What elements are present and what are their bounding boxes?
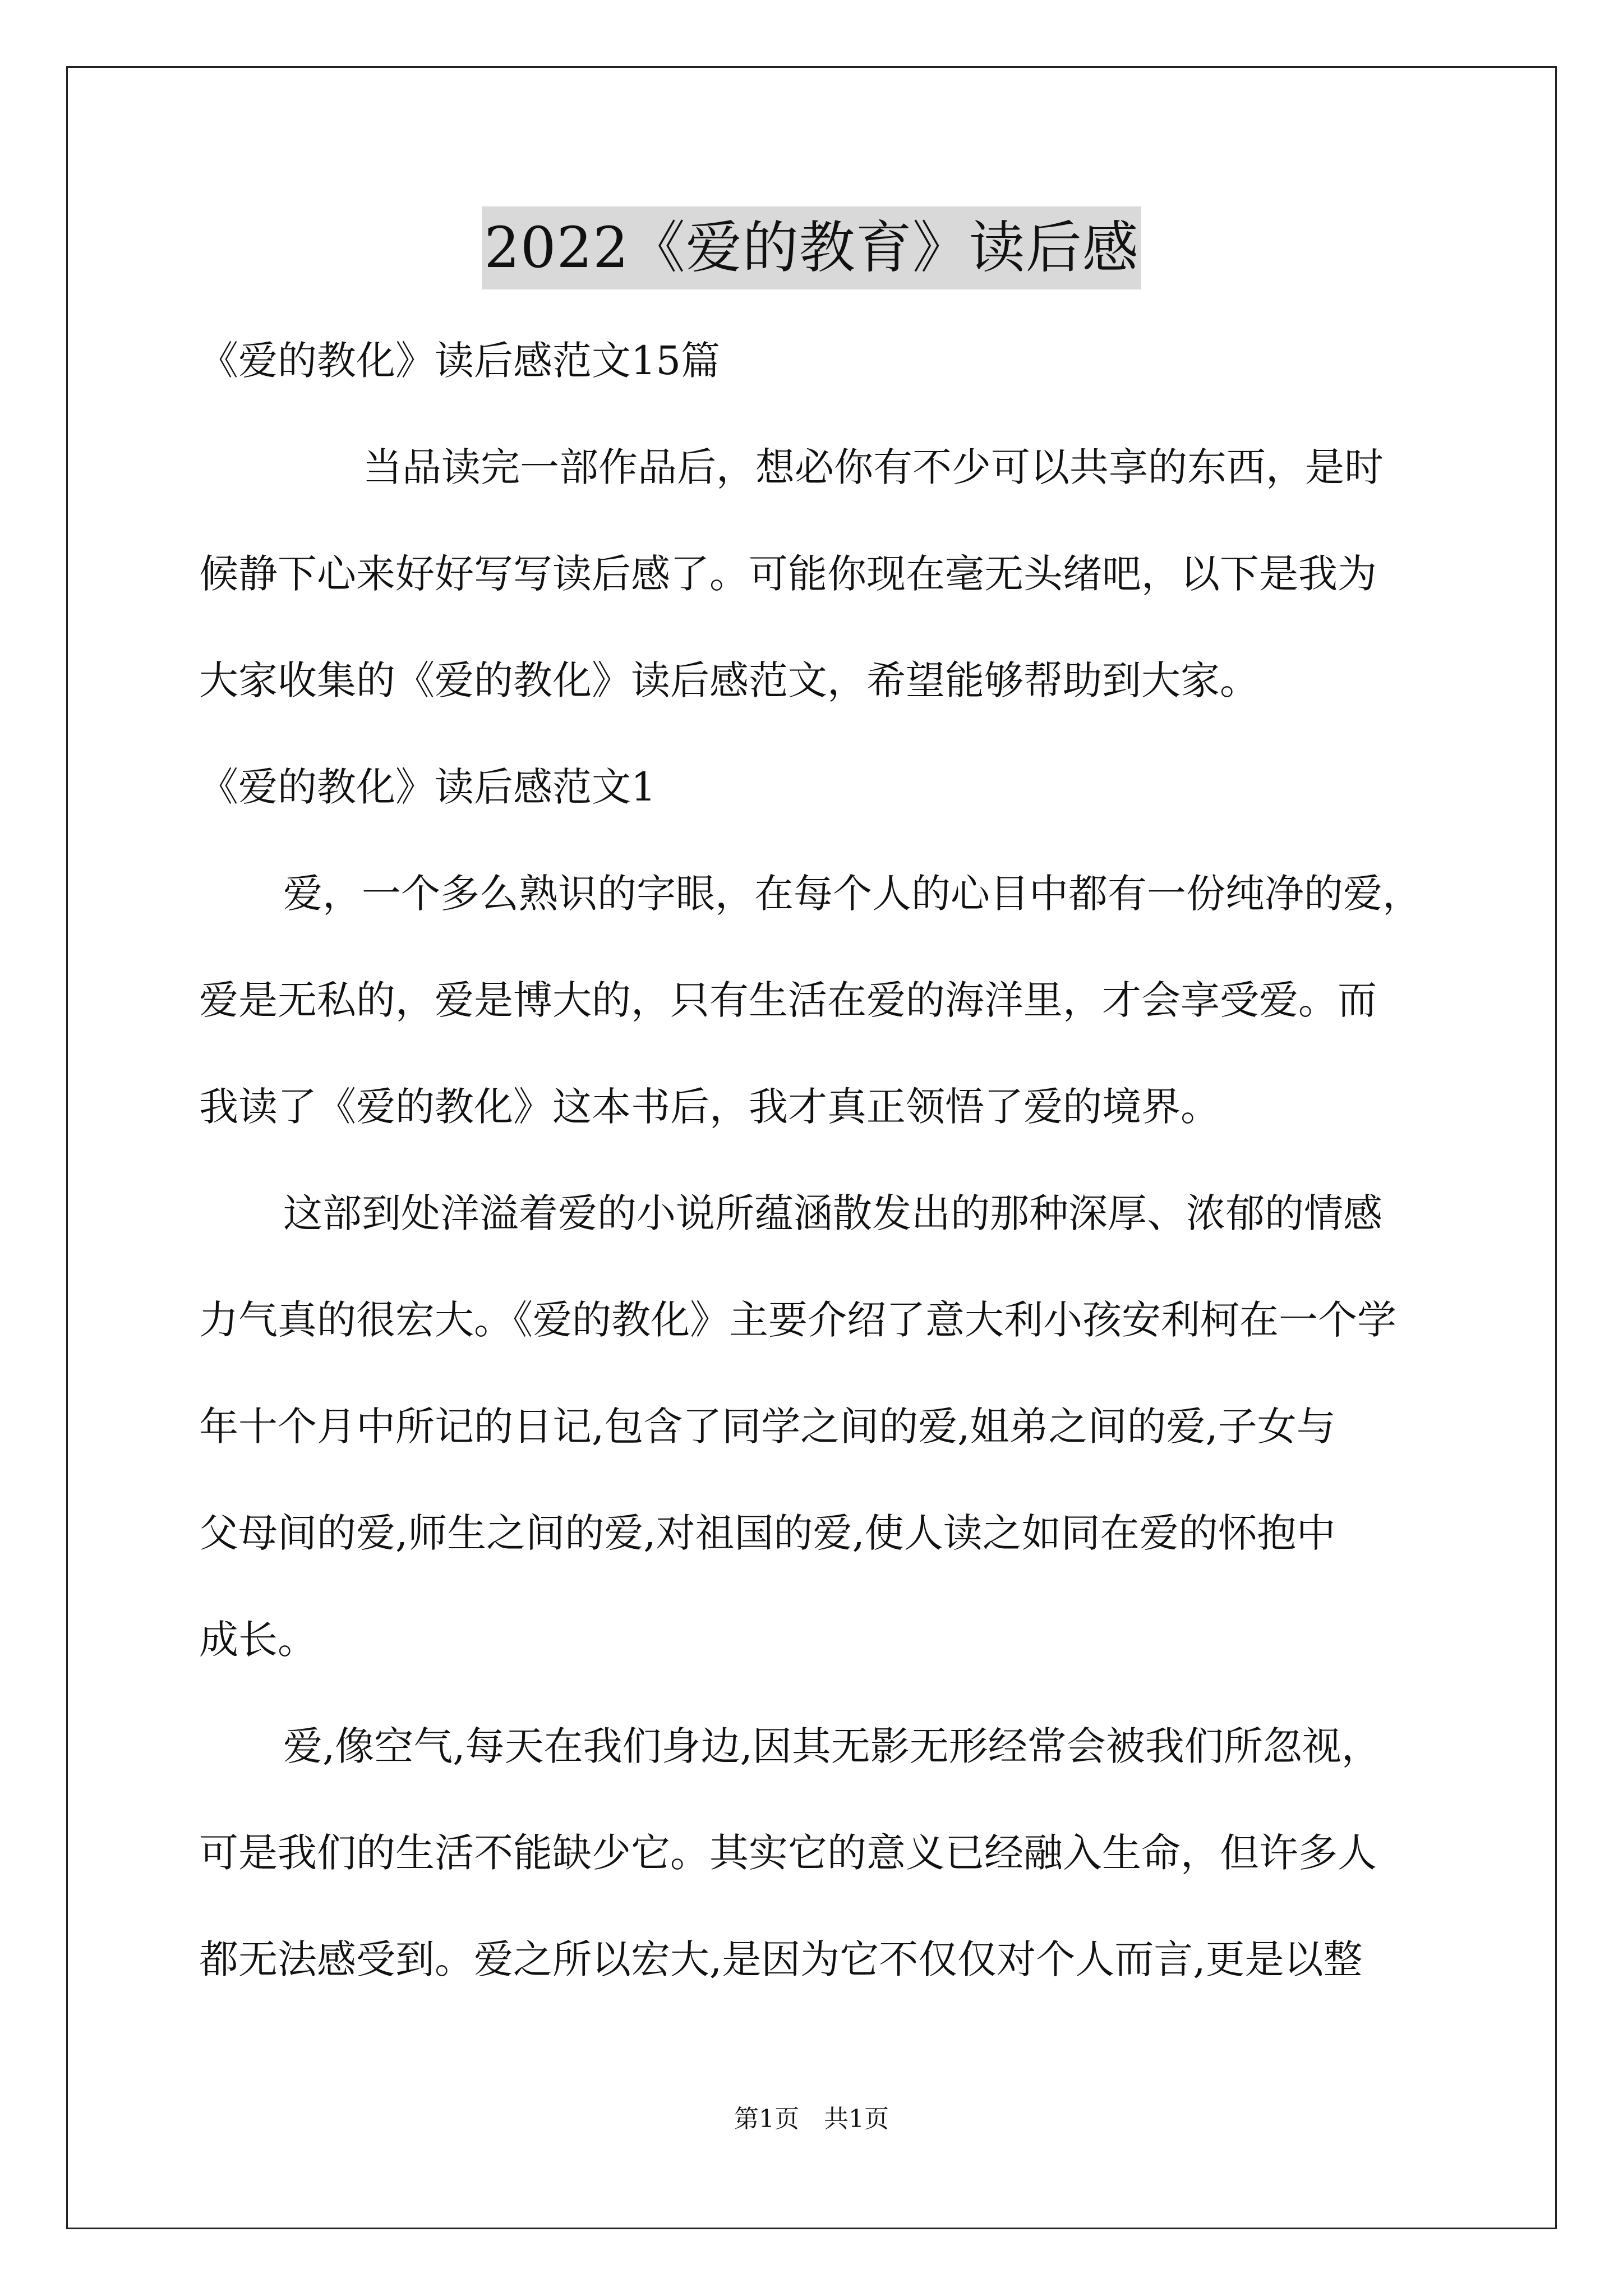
paragraph-line: 候静下心来好好写写读后感了。可能你现在毫无头绪吧，以下是我为 — [199, 551, 1377, 597]
title-container — [0, 206, 1623, 289]
paragraph-line: 这部到处洋溢着爱的小说所蕴涵散发出的那种深厚、浓郁的情感 — [283, 1190, 1382, 1236]
heading-collection: 《爱的教化》读后感范文15篇 — [199, 338, 721, 384]
document-body — [199, 307, 1444, 2013]
paragraph-line: 都无法感受到。爱之所以宏大,是因为它不仅仅对个人而言,更是以整 — [199, 1936, 1363, 1982]
paragraph-line: 父母间的爱,师生之间的爱,对祖国的爱,使人读之如同在爱的怀抱中 — [199, 1510, 1336, 1556]
paragraph-line: 成长。 — [199, 1617, 317, 1663]
paragraph-line: 爱,像空气,每天在我们身边,因其无影无形经常会被我们所忽视， — [283, 1723, 1381, 1769]
paragraph-line: 力气真的很宏大。《爱的教化》主要介绍了意大利小孩安利柯在一个学 — [199, 1297, 1396, 1343]
paragraph-line: 爱，一个多么熟识的字眼，在每个人的心目中都有一份纯净的爱， — [283, 871, 1422, 917]
heading-essay-1: 《爱的教化》读后感范文1 — [199, 764, 656, 810]
paragraph-line: 我读了《爱的教化》这本书后，我才真正领悟了爱的境界。 — [199, 1084, 1220, 1130]
document-title: 2022《爱的教育》读后感 — [482, 206, 1141, 289]
page-number: 第1页 共1页 — [734, 2105, 889, 2133]
paragraph-line: 可是我们的生活不能缺少它。其实它的意义已经融入生命，但许多人 — [199, 1830, 1377, 1876]
paragraph-line: 爱是无私的，爱是博大的，只有生活在爱的海洋里，才会享受爱。而 — [199, 977, 1377, 1023]
paragraph-line: 当品读完一部作品后，想必你有不少可以共享的东西，是时 — [363, 444, 1384, 490]
paragraph-line: 年十个月中所记的日记,包含了同学之间的爱,姐弟之间的爱,子女与 — [199, 1404, 1336, 1450]
paragraph-line: 大家收集的《爱的教化》读后感范文，希望能够帮助到大家。 — [199, 657, 1259, 703]
